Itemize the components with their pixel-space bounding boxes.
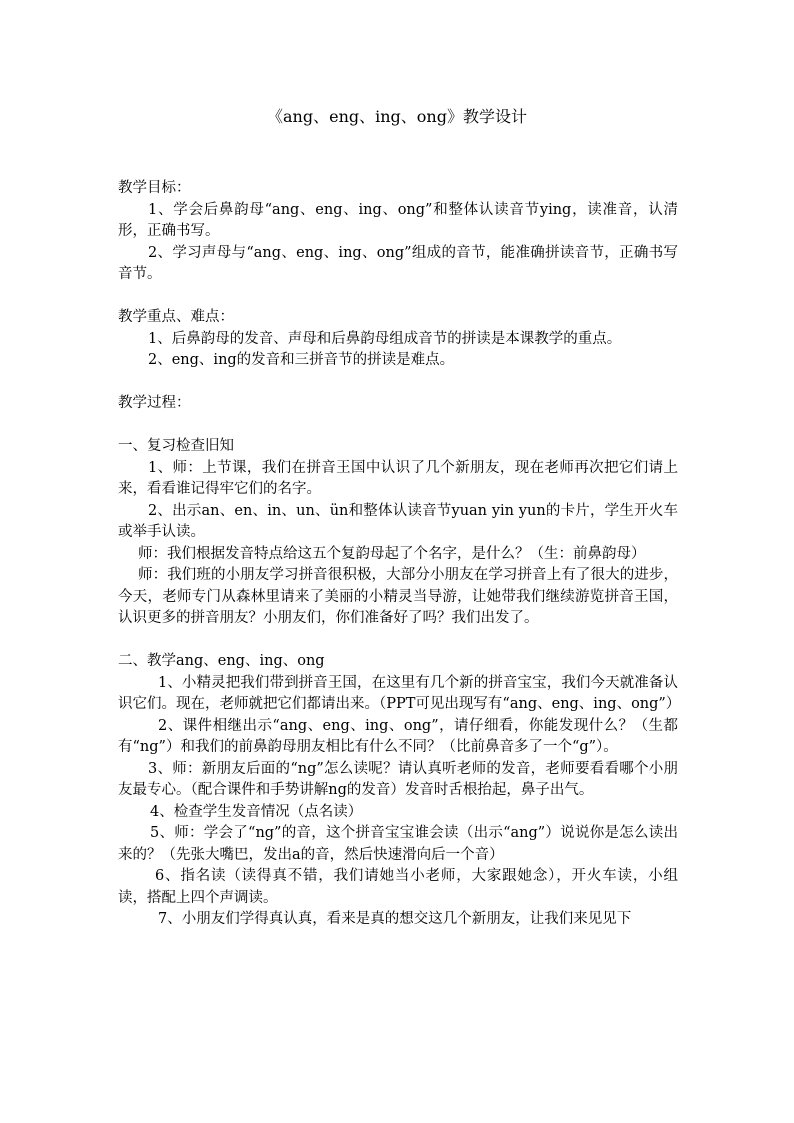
paragraph-gap	[118, 415, 678, 437]
section1-paragraph: 1、师：上节课，我们在拼音王国中认识了几个新朋友，现在老师再次把它们请上来，看看谁记得牢它们的名字。	[118, 459, 678, 497]
section2-paragraph: 5、师：学会了“ng”的音，这个拼音宝宝谁会读（出示“ang”）说说你是怎么读出来的？（先张大嘴巴，发出a的音，然后快速滑向后一个音）	[118, 825, 678, 863]
section1-paragraph: 2、出示an、en、in、un、ün和整体认读音节yuan yin yun的卡片，学生开火车或举手认读。	[118, 502, 678, 540]
section2-paragraph: 2、课件相继出示“ang、eng、ing、ong”，请仔细看，你能发现什么？（生都有“ng”）和我们的前鼻韵母朋友相比有什么不同？（比前鼻音多了一个“g”）。	[118, 717, 678, 755]
key-point-item-1: 1、后鼻韵母的发音、声母和后鼻韵母组成音节的拼读是本课教学的重点。	[148, 330, 622, 347]
section2-paragraph: 1、小精灵把我们带到拼音王国，在这里有几个新的拼音宝宝，我们今天就准备认识它们。现在，老师就把它们都请出来。（PPT可见出现写有“ang、eng、ing、ong”）	[118, 674, 681, 712]
process-heading: 教学过程：	[118, 395, 191, 411]
section2-paragraph: 4、检查学生发音情况（点名读）	[150, 803, 363, 820]
section2-paragraph: 3、师：新朋友后面的“ng”怎么读呢？请认真听老师的发音，老师要看看哪个小朋友最专心。（配合课件和手势讲解ng的发音）发音时舌根抬起，鼻子出气。	[118, 760, 678, 798]
section2-paragraph: 7、小朋友们学得真认真，看来是真的想交这几个新朋友，让我们来见见下	[158, 911, 632, 927]
paragraph-gap	[118, 630, 678, 652]
page-title: 《ang、eng、ing、ong》教学设计	[267, 107, 527, 126]
goal-item-1: 1、学会后鼻韵母“ang、eng、ing、ong”和整体认读音节ying，读准音，认清形，正确书写。	[118, 201, 678, 239]
section1-heading: 一、复习检查旧知	[118, 438, 234, 454]
goal-item-2: 2、学习声母与“ang、eng、ing、ong”组成的音节，能准确拼读音节，正确书写音节。	[118, 244, 678, 282]
paragraph-gap	[118, 372, 678, 394]
document-body	[118, 178, 681, 931]
key-point-item-2: 2、eng、ing的发音和三拼音节的拼读是难点。	[148, 352, 455, 368]
section2-heading: 二、教学ang、eng、ing、ong	[118, 653, 325, 669]
section1-paragraph: 师：我们班的小朋友学习拼音很积极，大部分小朋友在学习拼音上有了很大的进步，今天，老师专门从森林里请来了美丽的小精灵当导游，让她带我们继续游览拼音王国，认识更多的拼音朋友？小朋友们，你们准备好了吗？我们出发了。	[118, 567, 678, 626]
section2-paragraph: 6、指名读（读得真不错，我们请她当小老师，大家跟她念），开火车读，小组读，搭配上四个声调读。	[118, 868, 678, 906]
paragraph-gap	[118, 286, 678, 308]
goals-heading: 教学目标：	[118, 180, 191, 196]
section1-paragraph: 师：我们根据发音特点给这五个复韵母起了个名字，是什么？（生：前鼻韵母）	[138, 545, 646, 562]
key-points-heading: 教学重点、难点：	[118, 309, 234, 325]
